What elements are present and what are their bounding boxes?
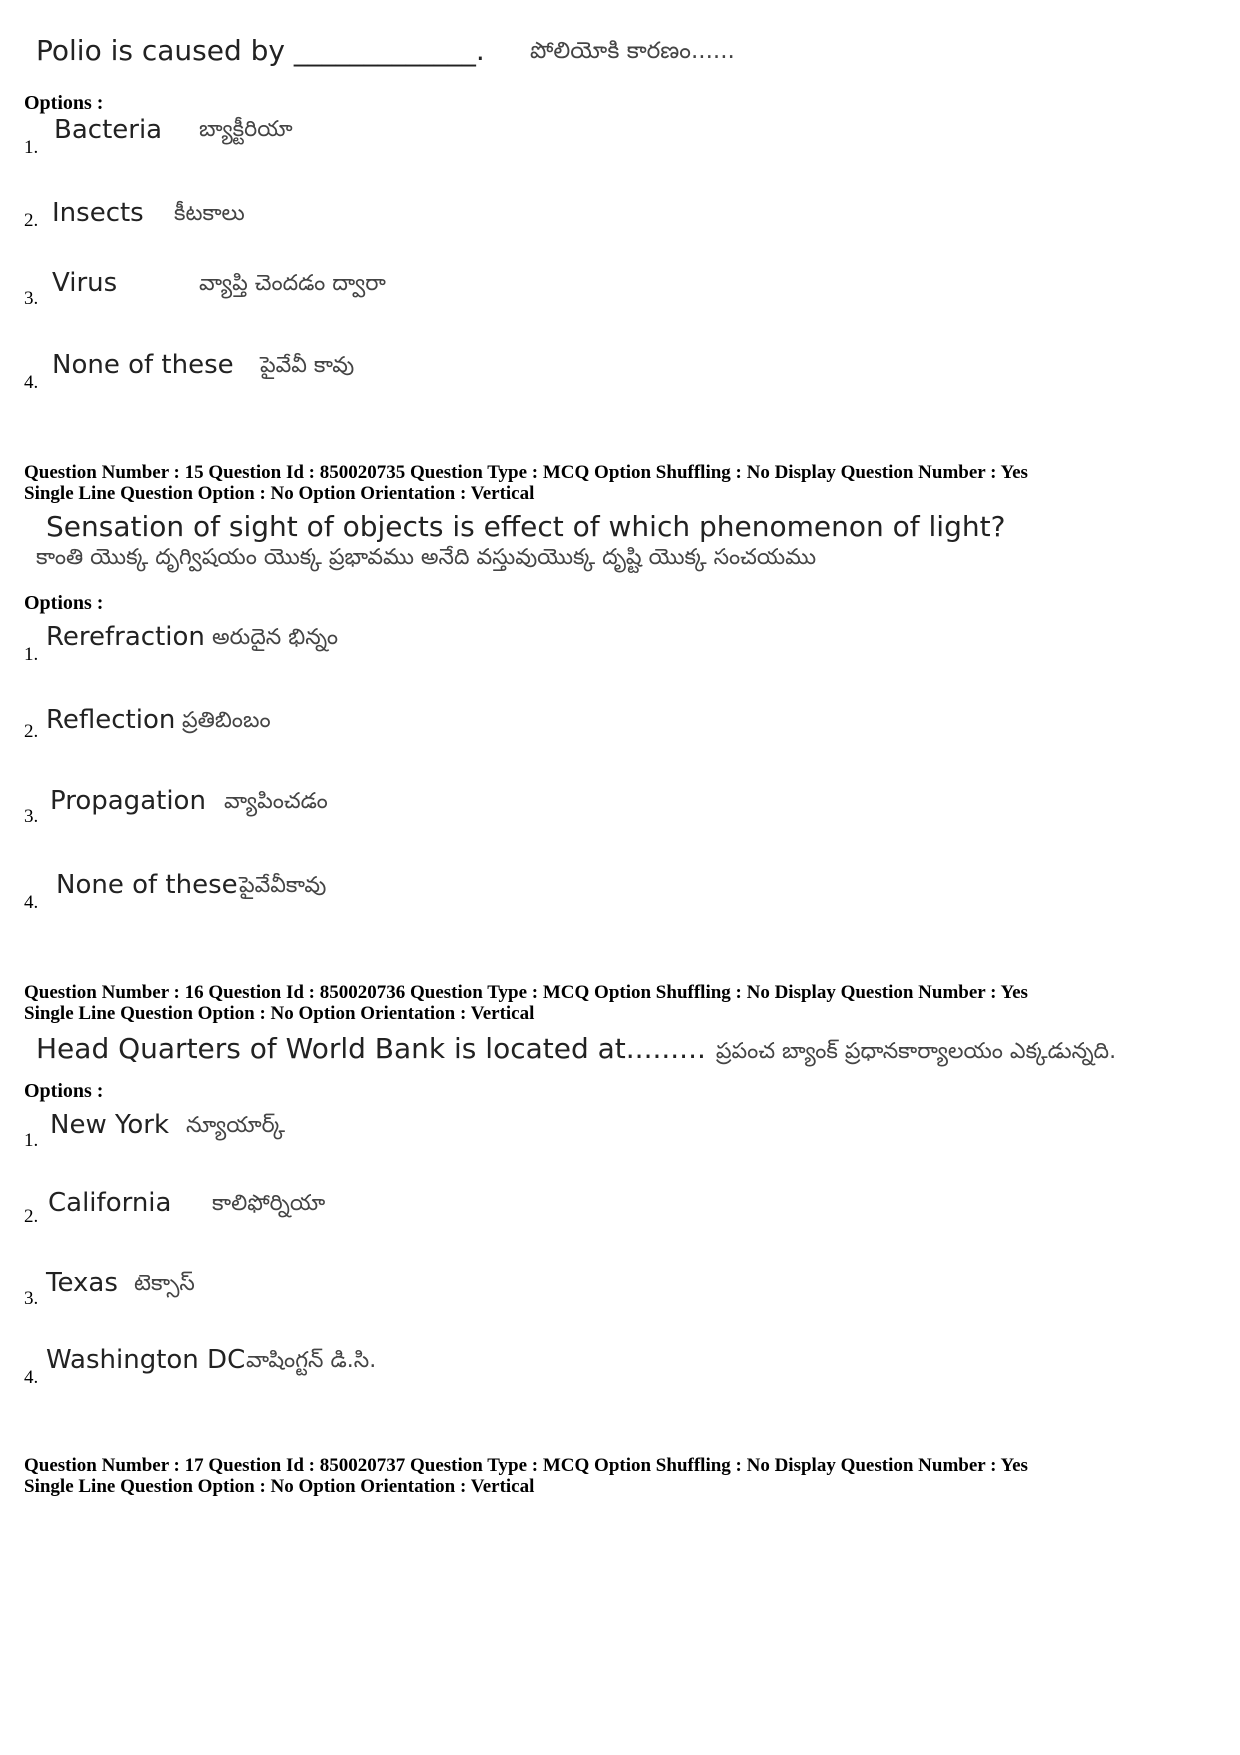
option-text-en: Propagation [50, 786, 206, 816]
option-text-en: Virus [52, 268, 118, 298]
option-text-en: New York [50, 1110, 170, 1140]
question-meta [24, 982, 1028, 1024]
option-number: 1. [24, 1130, 39, 1151]
option-number: 2. [24, 1206, 39, 1227]
option-number: 1. [24, 644, 39, 665]
option-number: 3. [24, 1288, 39, 1309]
option-text-en: Reflection [46, 705, 176, 735]
option-text-te: కీటకాలు [174, 201, 245, 226]
option-text-te: న్యూయార్క్ [186, 1113, 285, 1138]
option-text-te: అరుదైన భిన్నం [212, 625, 338, 650]
option-text-te: కాలిఫోర్నియా [212, 1191, 326, 1216]
option-text-te: వ్యాప్తి చెందడం ద్వారా [199, 271, 386, 296]
option-text-te: బ్యాక్టీరియా [199, 117, 293, 142]
option-text-te: వ్యాపించడం [224, 789, 328, 814]
question-16-text-te: ప్రపంచ బ్యాంక్ ప్రధానకార్యాలయం ఎక్కడున్నది. [715, 1039, 1117, 1064]
question-meta-line-2: Single Line Question Option : No Option Orientation : Vertical [24, 483, 535, 504]
question-16-text-en: Head Quarters of World Bank is located at......... [36, 1032, 706, 1065]
question-meta [24, 1455, 1028, 1497]
question-meta-line-1: Question Number : 16 Question Id : 850020736 Question Type : MCQ Option Shuffling : No Display Question Number : Yes [24, 982, 1028, 1003]
option-text-en: None of these [56, 870, 238, 900]
options-label: Options : [24, 592, 104, 614]
question-14-text-te: పోలియోకి కారణం...... [530, 38, 735, 64]
option-number: 3. [24, 806, 39, 827]
option-number: 2. [24, 210, 39, 231]
question-15-text-en: Sensation of sight of objects is effect of which phenomenon of light? [46, 510, 1006, 543]
option-text-te: పైవేవీ కావు [260, 353, 355, 378]
option-text-te: టెక్సాస్ [134, 1271, 195, 1296]
option-text-en: California [48, 1188, 172, 1218]
option-text-te: వాషింగ్టన్ డి.సి. [246, 1348, 377, 1373]
question-meta-line-1: Question Number : 15 Question Id : 850020735 Question Type : MCQ Option Shuffling : No Display Question Number : Yes [24, 462, 1028, 483]
option-text-en: Washington DC [46, 1345, 246, 1375]
question-meta-line-2: Single Line Question Option : No Option Orientation : Vertical [24, 1003, 535, 1024]
option-number: 4. [24, 892, 39, 913]
option-number: 1. [24, 137, 39, 158]
question-meta [24, 462, 1028, 504]
option-number: 3. [24, 288, 39, 309]
question-meta-line-1: Question Number : 17 Question Id : 850020737 Question Type : MCQ Option Shuffling : No Display Question Number : Yes [24, 1455, 1028, 1476]
question-15-text-te: కాంతి యొక్క దృగ్విషయం యొక్క ప్రభావము అనేది వస్తువుయొక్క దృష్టి యొక్క సంచయము [36, 545, 817, 570]
option-text-en: Texas [46, 1268, 118, 1298]
options-label: Options : [24, 92, 104, 114]
option-number: 4. [24, 1367, 39, 1388]
question-14-text-en: Polio is caused by _____________. [36, 34, 485, 67]
question-meta-line-2: Single Line Question Option : No Option Orientation : Vertical [24, 1476, 535, 1497]
option-text-te: పైవేవీకావు [239, 873, 327, 898]
options-label: Options : [24, 1080, 104, 1102]
question-16-text [36, 1032, 1116, 1069]
option-text-en: Rerefraction [46, 622, 205, 652]
option-text-te: ప్రతిబింబం [182, 708, 271, 733]
option-text-en: Bacteria [54, 115, 163, 145]
option-number: 2. [24, 721, 39, 742]
option-text-en: None of these [52, 350, 234, 380]
option-text-en: Insects [52, 198, 144, 228]
option-number: 4. [24, 372, 39, 393]
